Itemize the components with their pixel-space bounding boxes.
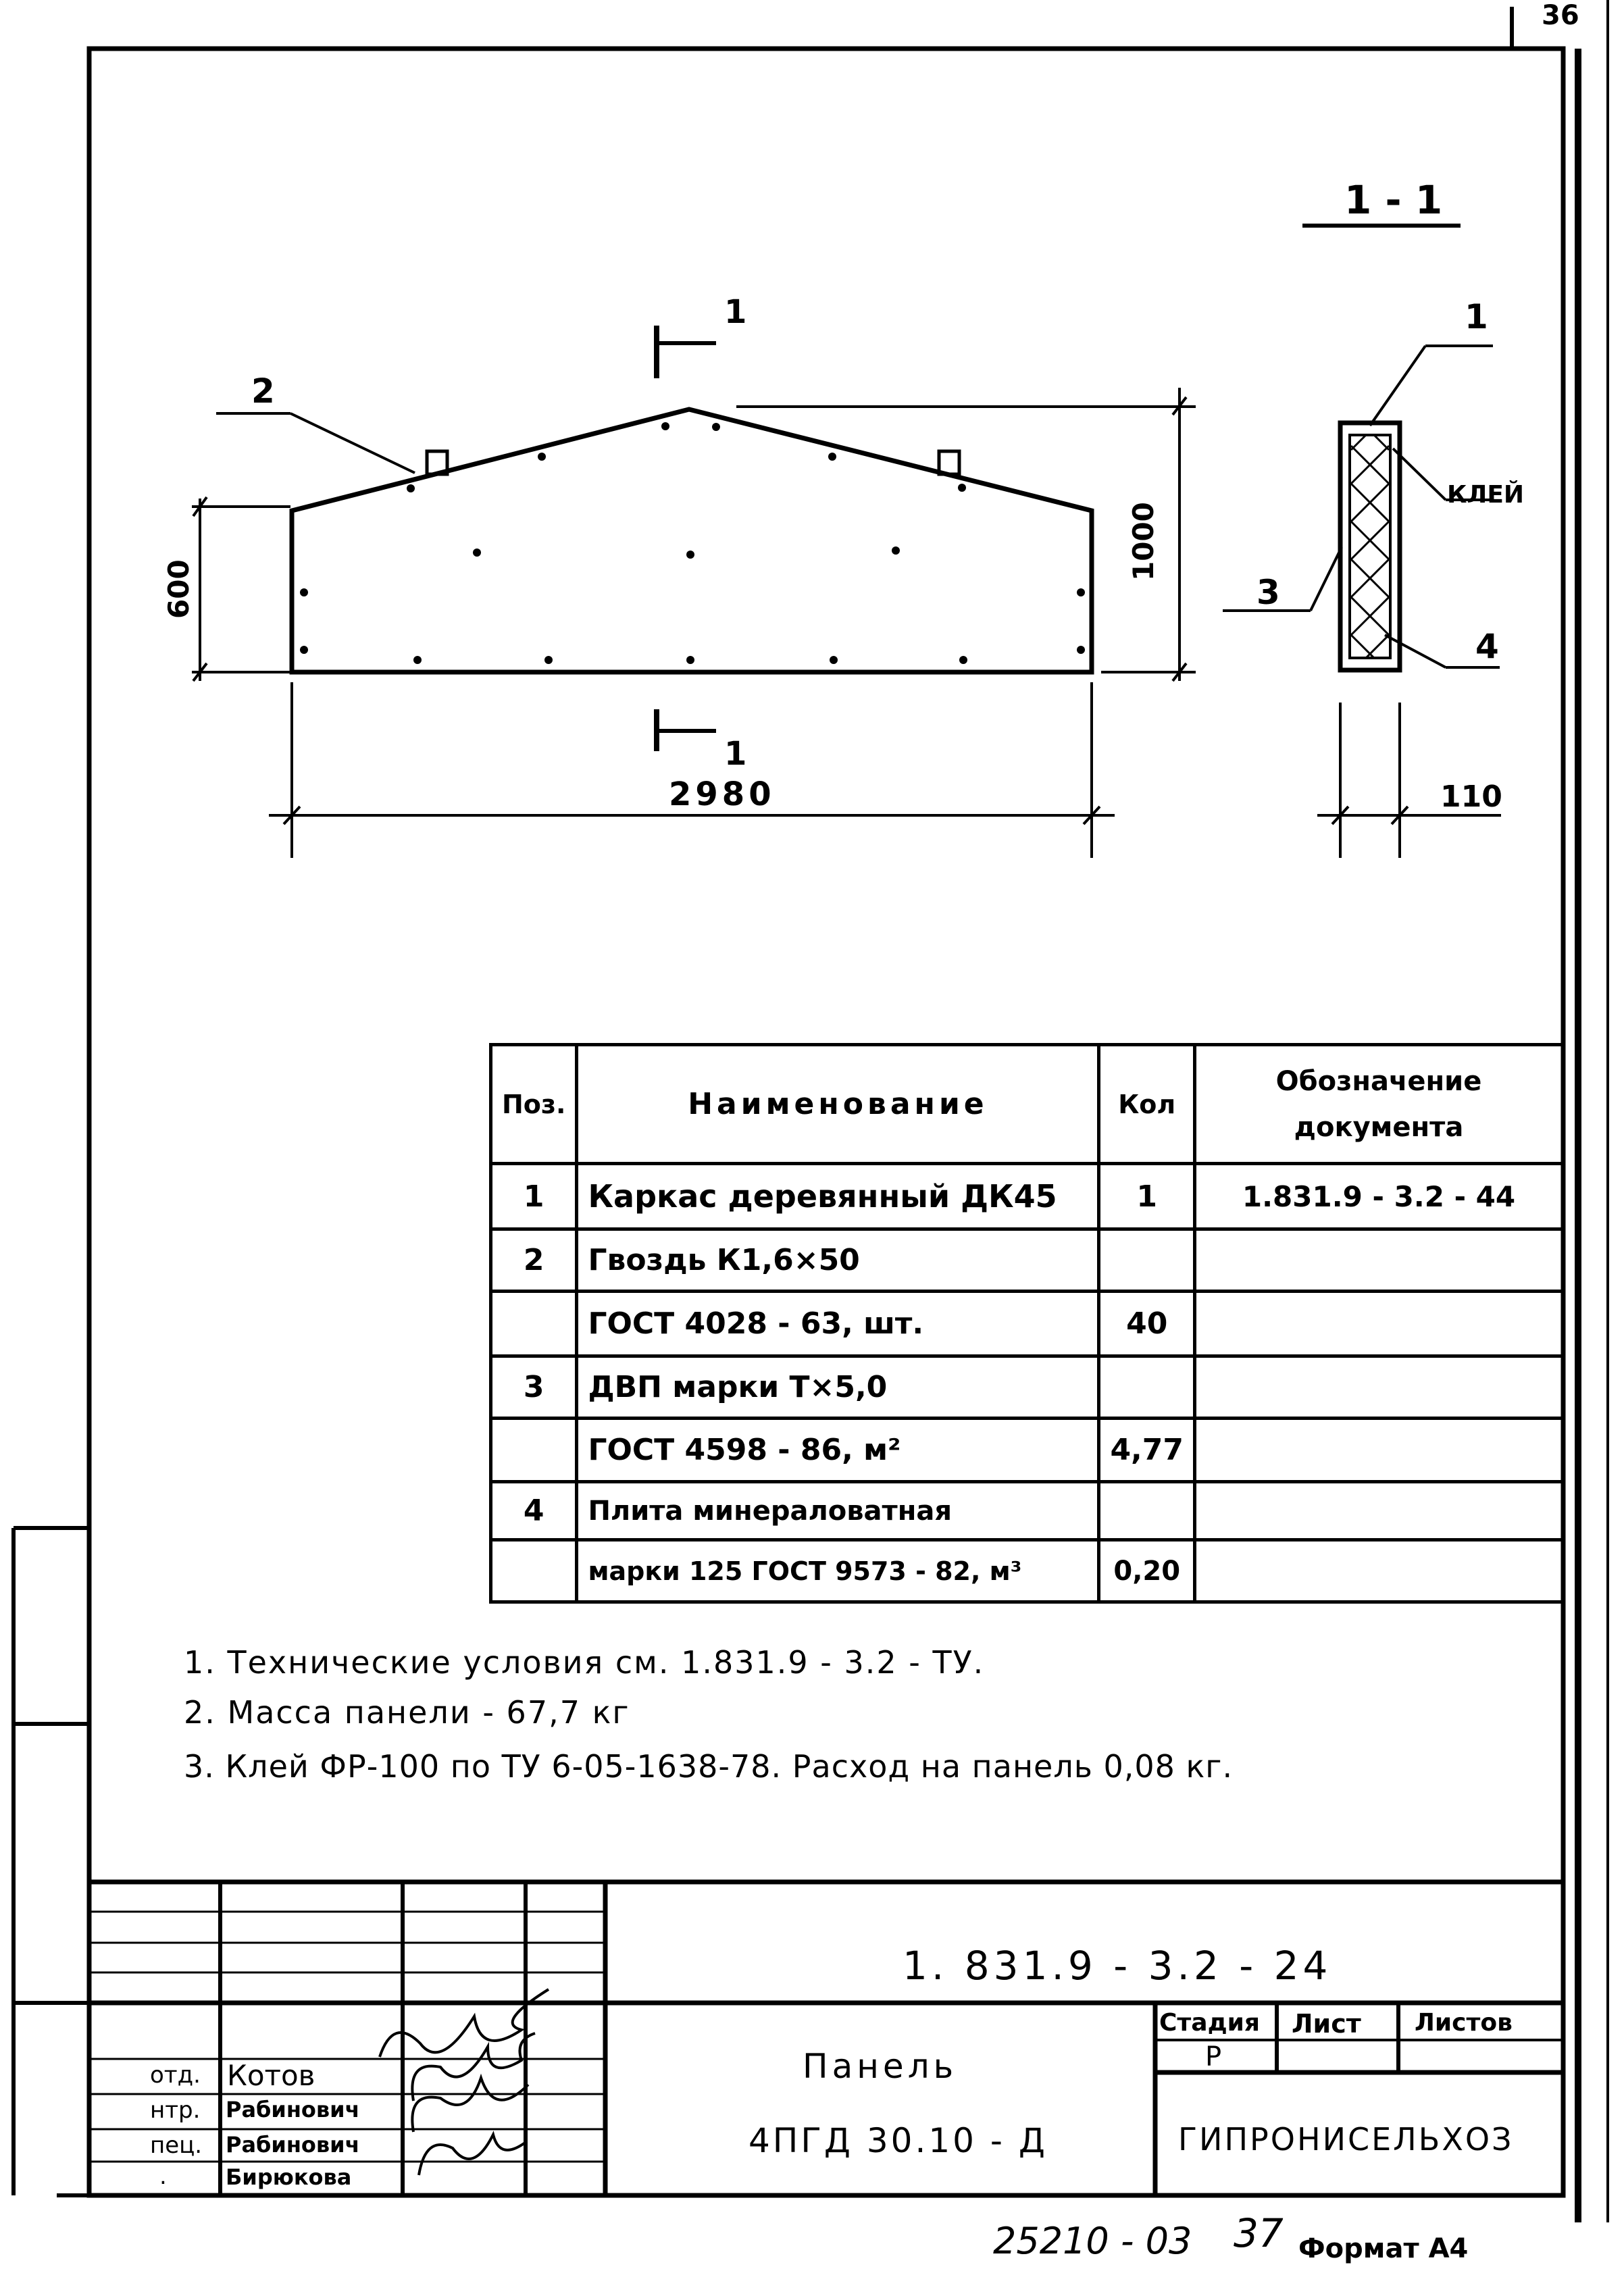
table-row [491,1482,1563,1540]
spec-pos [491,1419,577,1482]
spec-qty: 0,20 [1099,1540,1195,1602]
document-code: 1. 831.9 - 3.2 - 24 [903,1943,1332,1989]
spec-doc [1195,1482,1563,1540]
signer-name: Котов [227,2059,315,2092]
spec-header-doc [1195,1045,1563,1164]
spec-qty [1099,1229,1195,1292]
cut-mark-label-top: 1 [724,293,747,331]
spec-qty [1099,1356,1195,1419]
signer-name: Рабинович [226,2097,360,2122]
role-label: пец. [150,2132,203,2159]
table-row [491,1540,1563,1602]
table-row [491,1419,1563,1482]
callout-2: 2 [251,372,275,411]
table-row [491,1164,1563,1229]
spec-name: ГОСТ 4598 - 86, м² [577,1419,1099,1482]
sheet-corner-number: 36 [1542,0,1579,31]
callout-3: 3 [1257,573,1280,612]
spec-header-qty: Кол [1099,1045,1195,1164]
note-3: 3. Клей ФР-100 по ТУ 6-05-1638-78. Расход на панель 0,08 кг. [184,1748,1234,1785]
item-name-line1: Панель [803,2047,958,2086]
cut-mark-label-bottom: 1 [724,735,747,773]
spec-qty [1099,1482,1195,1540]
callout-4: 4 [1475,627,1499,666]
table-row [491,1229,1563,1292]
spec-name: ГОСТ 4028 - 63, шт. [577,1292,1099,1356]
signer-name: Бирюкова [226,2164,352,2190]
spec-pos [491,1540,577,1602]
organization: ГИПРОНИСЕЛЬХОЗ [1178,2121,1514,2158]
spec-name: марки 125 ГОСТ 9573 - 82, м³ [577,1540,1099,1602]
spec-name: ДВП марки Т×5,0 [577,1356,1099,1419]
spec-doc [1195,1292,1563,1356]
callout-1: 1 [1465,297,1488,336]
spec-qty: 1 [1099,1164,1195,1229]
spec-name: Плита минераловатная [577,1482,1099,1540]
inventory-number: 25210 - 03 [993,2220,1192,2262]
spec-header-name: Наименование [577,1045,1099,1164]
table-row [491,1356,1563,1419]
dimension-length: 2980 [669,775,776,813]
specification-table [489,1043,1565,1604]
signer-name: Рабинович [226,2132,360,2158]
stage-value: Р [1205,2041,1222,2072]
glue-label: КЛЕЙ [1447,481,1525,509]
role-label: . [159,2163,167,2190]
spec-name: Каркас деревянный ДК45 [577,1164,1099,1229]
spec-qty: 40 [1099,1292,1195,1356]
spec-doc [1195,1540,1563,1602]
spec-pos: 2 [491,1229,577,1292]
spec-pos: 1 [491,1164,577,1229]
spec-header-row [491,1045,1563,1164]
dimension-thickness: 110 [1440,780,1502,814]
sheet-header: Лист [1292,2009,1361,2039]
spec-doc [1195,1419,1563,1482]
note-2: 2. Масса панели - 67,7 кг [184,1694,630,1731]
spec-pos [491,1292,577,1356]
table-row [491,1292,1563,1356]
item-name-line2: 4ПГД 30.10 - Д [748,2121,1048,2160]
spec-name: Гвоздь К1,6×50 [577,1229,1099,1292]
spec-pos: 4 [491,1482,577,1540]
role-label: отд. [150,2062,201,2089]
note-1: 1. Технические условия см. 1.831.9 - 3.2 - ТУ. [184,1644,985,1681]
page-number: 37 [1234,2210,1284,2256]
spec-doc [1195,1356,1563,1419]
sheets-header: Листов [1415,2009,1513,2037]
dimension-height-side: 600 [162,559,195,619]
format-label: Формат А4 [1298,2233,1469,2264]
section-title: 1 - 1 [1344,177,1443,223]
spec-doc [1195,1229,1563,1292]
spec-header-doc-line2: документа [1294,1111,1464,1143]
spec-qty: 4,77 [1099,1419,1195,1482]
role-label: нтр. [150,2097,201,2124]
spec-header-pos: Поз. [491,1045,577,1164]
spec-doc: 1.831.9 - 3.2 - 44 [1195,1164,1563,1229]
spec-pos: 3 [491,1356,577,1419]
dimension-height-total: 1000 [1127,502,1160,581]
spec-header-doc-line1: Обозначение [1275,1065,1482,1097]
stage-header: Стадия [1159,2009,1260,2037]
